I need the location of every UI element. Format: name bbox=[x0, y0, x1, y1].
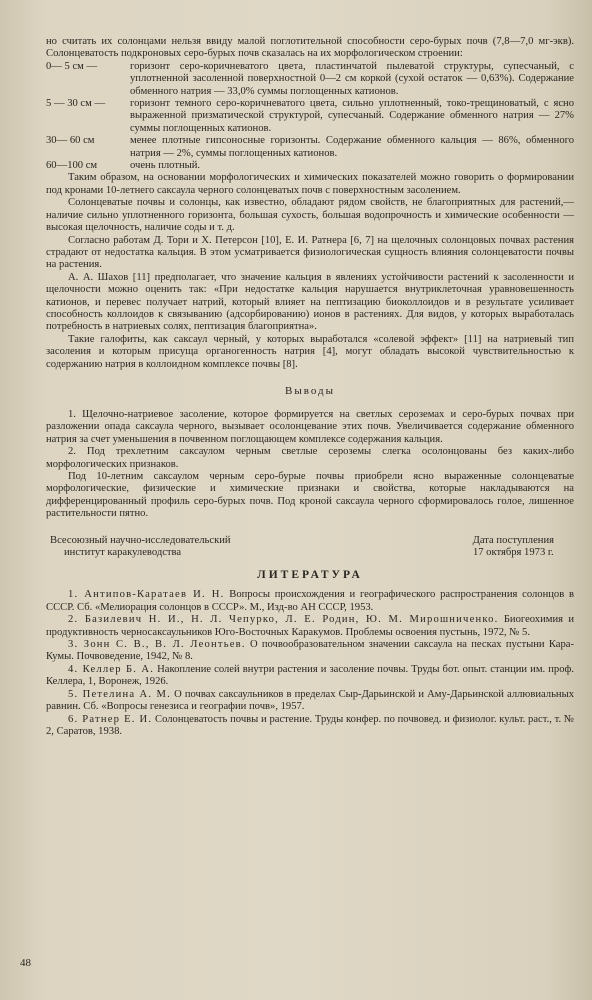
reference-text: Солонцеватость почвы и растение. Труды конфер. по почвовед. и физиолог. культ. раст., т. № 2, Саратов, 1938. bbox=[46, 713, 574, 737]
horizon-depth: 0— 5 см — bbox=[46, 60, 98, 72]
conclusions-heading: Выводы bbox=[284, 384, 336, 397]
horizon-description: горизонт серо-коричневатого цвета, пластинчатой пылеватой структуры, супесчаный, с уплотненной засоленной поверхностной 0—2 см коркой (сухой остаток — 0,63%). Содержание обменного натрия — 33,0% суммы поглощенных катионов. bbox=[130, 60, 574, 97]
horizon-description: менее плотные гипсоносные горизонты. Содержание обменного кальция — 86%, обменного натрия — 2%, суммы поглощенных катионов. bbox=[130, 135, 574, 159]
conclusion-item: 1. Щелочно-натриевое засоление, которое формируется на светлых сероземах и серо-бурых почвах при разложении опада саксаула черного, вызывает осолонцевание этих почв. Увеличивается содержание обменного натрия за счет уменьшения в почвенном поглощающем комплексе содержания кальция. bbox=[46, 408, 574, 445]
reference-text: О почвах саксаульников в пределах Сыр-Дарьинской и Аму-Дарьинской аллювиальных равнин. Сб. «Вопросы генезиса и географии почв», 1957. bbox=[46, 688, 574, 713]
received-label: Дата поступления bbox=[472, 534, 554, 546]
institution-line: Всесоюзный научно-исследовательский bbox=[50, 534, 231, 546]
reference-item bbox=[46, 664, 574, 689]
signature-block bbox=[46, 535, 574, 560]
reference-item bbox=[46, 589, 574, 614]
reference-item bbox=[46, 639, 574, 664]
conclusion-item: 2. Под трехлетним саксаулом черным светлые сероземы слегка осолонцованы без каких-либо морфологических признаков. bbox=[46, 446, 574, 470]
reference-item bbox=[46, 614, 574, 639]
body-paragraph: Согласно работам Д. Тори и Х. Петерсон [10], Е. И. Ратнера [6, 7] на щелочных солонцовых почвах растения страдают от недостатка кальция. В этом усматривается физиологическая сущность влияния солонцеватости почвы на растения. bbox=[46, 234, 574, 271]
body-paragraph: Солонцеватые почвы и солонцы, как известно, обладают рядом свойств, не благоприятных для растений,— наличие сильно уплотненного горизонта, большая сухость, большая водопрочность и химические особенности — высокая щелочность, наличие соды и т. д. bbox=[46, 197, 574, 234]
reference-item bbox=[46, 714, 574, 739]
references-heading: ЛИТЕРАТУРА bbox=[257, 569, 363, 582]
horizon-row bbox=[46, 98, 574, 135]
body-paragraph: Таким образом, на основании морфологических и химических показателей можно говорить о формировании под кронами 10-летнего саксаула черного солонцеватых почв с поверхностным засолением. bbox=[46, 172, 574, 196]
page-number: 48 bbox=[20, 957, 31, 969]
horizon-row bbox=[46, 61, 574, 98]
horizon-description: горизонт темного серо-коричневатого цвета, сильно уплотненный, токо-трещиноватый, с ясно выраженной призматической структурой, супесчаный. Содержание обменного натрия — 27% суммы поглощенных катионов. bbox=[130, 98, 574, 134]
body-paragraph: А. А. Шахов [11] предполагает, что значение кальция в явлениях устойчивости растений к засоленности и щелочности можно оценить так: «При недостатке кальция нарушается внутриклеточная уравновешенность катионов, и перевес получает натрий, который влияет на пептизацию биоколлоидов и в результате усиливает способность коллоидов к связыванию (адсорбированию) ионов в растениях. Для видов, у которых выработалась потребность в натриевых солях, пептизация благоприятна». bbox=[46, 271, 574, 333]
horizon-row bbox=[46, 160, 574, 172]
institution-line: институт каракулеводства bbox=[64, 547, 182, 559]
received-date bbox=[473, 535, 574, 560]
intro-paragraph: но считать их солонцами нельзя ввиду малой поглотительной способности серо-бурых почв (7,8—7,0 мг-экв). Солонцеватость подкроновых серо-бурых почв сказалась на их морфологическом строении: bbox=[46, 36, 574, 60]
reference-text: О почвообразовательном значении саксаула на песках пустыни Кара-Кумы. Почвоведение, 1942, № 8. bbox=[46, 639, 574, 663]
reference-item bbox=[46, 689, 574, 714]
reference-author: 1. Антипов-Каратаев И. Н. bbox=[68, 589, 225, 601]
reference-author: 3. Зонн С. В., В. Л. Леонтьев. bbox=[68, 639, 246, 651]
reference-author: 6. Ратнер Е. И. bbox=[68, 713, 153, 725]
horizon-description: очень плотный. bbox=[130, 160, 201, 172]
institution bbox=[46, 535, 231, 560]
reference-author: 2. Базилевич Н. И., Н. Л. Чепурко, Л. Е. Родин, Ю. М. Мирошниченко. bbox=[68, 614, 499, 626]
body-paragraph: Такие галофиты, как саксаул черный, у которых выработался «солевой эффект» [11] на натриевый тип засоления и которым присуща органогенность натрия [4], могут обладать высокой чувствительностью к содержанию натрия в коллоидном комплексе почвы [8]. bbox=[46, 333, 574, 370]
horizon-depth: 5 — 30 см — bbox=[46, 98, 106, 110]
received-value: 17 октября 1973 г. bbox=[472, 547, 554, 559]
reference-text: Накопление солей внутри растения и засоление почвы. Труды бот. опыт. станции им. проф. Келлера, 1, Воронеж, 1926. bbox=[46, 663, 574, 688]
horizon-depth: 30— 60 см bbox=[46, 135, 95, 147]
horizon-row bbox=[46, 135, 574, 160]
conclusion-item: Под 10-летним саксаулом черным серо-бурые почвы приобрели ясно выраженные солонцеватые морфологические, физические и химические признаки и свойства, которые накладываются на дифференцированный профиль серо-бурых почв. Под кроной саксаула черного сформировалось голое, лишенное растительности пятно. bbox=[46, 471, 574, 520]
horizon-depth: 60—100 см bbox=[46, 160, 98, 172]
reference-author: 5. Петелина А. М. bbox=[68, 688, 171, 700]
reference-text: Биогеохимия и продуктивность черносаксаульников Юго-Восточных Каракумов. Проблемы освоения пустынь, 1972, № 5. bbox=[46, 614, 574, 638]
horizon-list bbox=[46, 61, 574, 173]
reference-text: Вопросы происхождения и географического распространения солонцов в СССР. Сб. «Мелиорация солонцов в СССР». М., Изд-во АН СССР, 1953. bbox=[46, 589, 574, 613]
reference-author: 4. Келлер Б. А. bbox=[68, 663, 155, 675]
